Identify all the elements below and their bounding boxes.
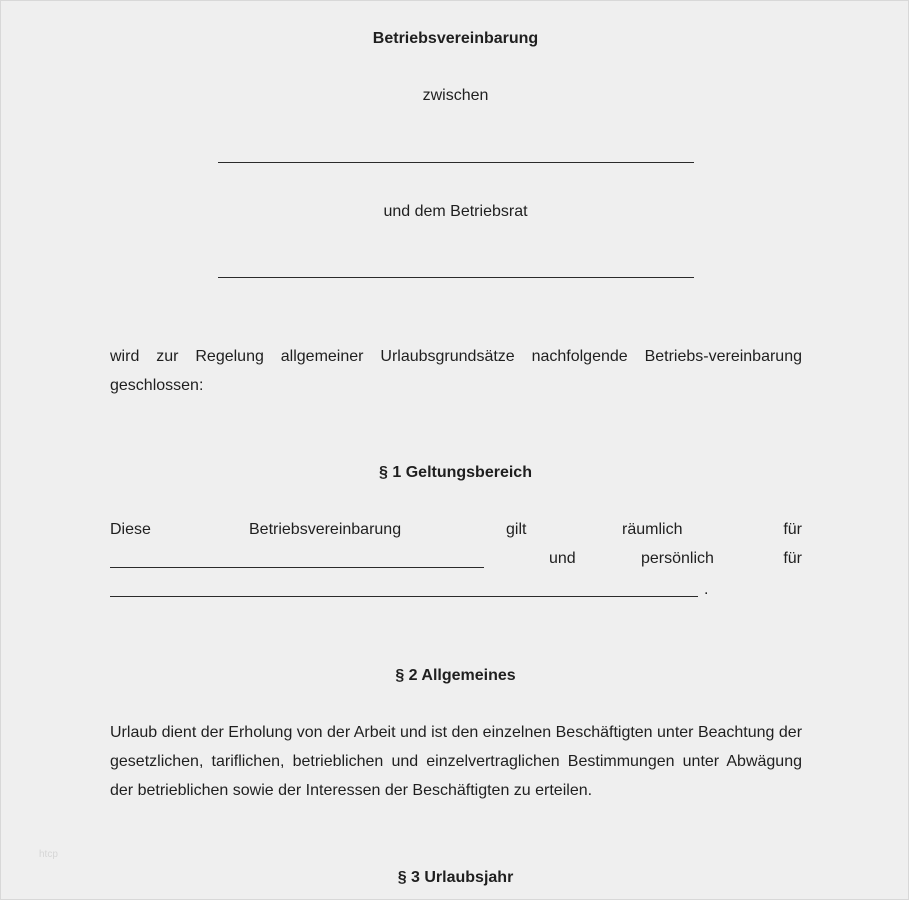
scope-line-1 (110, 520, 802, 540)
section-1-heading: § 1 Geltungsbereich (379, 464, 532, 481)
scope-line-3 (110, 580, 802, 600)
scope-word: räumlich (622, 521, 683, 538)
scope-line-2 (110, 549, 802, 569)
document-title: Betriebsvereinbarung (372, 30, 539, 47)
scope-word: für (783, 521, 802, 538)
section-3-heading: § 3 Urlaubsjahr (397, 869, 514, 886)
between-label: zwischen (422, 87, 489, 104)
scope-word: Betriebsvereinbarung (249, 521, 402, 538)
works-council-label: und dem Betriebsrat (383, 203, 528, 220)
spatial-scope-blank-line (110, 567, 484, 568)
section-2-heading: § 2 Allgemeines (395, 667, 516, 684)
employer-blank-line (218, 162, 694, 163)
watermark: htcp (39, 849, 58, 860)
works-council-blank-line (218, 277, 694, 278)
scope-word: für (783, 550, 802, 567)
section-2-paragraph: Urlaub dient der Erholung von der Arbeit und ist den einzelnen Beschäftigten unter Beachtung der gesetzlichen, tariflichen, betrieblichen und einzelvertraglichen Bestimmungen unter Abwägung der betrieblichen sowie der Interessen der Beschäftigten zu erteilen. (110, 724, 803, 799)
scope-word: und (549, 550, 576, 567)
scope-word: persönlich (641, 550, 714, 567)
scope-word: Diese (110, 521, 151, 538)
scope-word: gilt (506, 521, 527, 538)
intro-paragraph: wird zur Regelung allgemeiner Urlaubsgrundsätze nachfolgende Betriebs-vereinbarung geschlossen: (110, 348, 802, 394)
scope-end-period: . (704, 581, 709, 598)
personal-scope-blank-line (110, 596, 698, 597)
